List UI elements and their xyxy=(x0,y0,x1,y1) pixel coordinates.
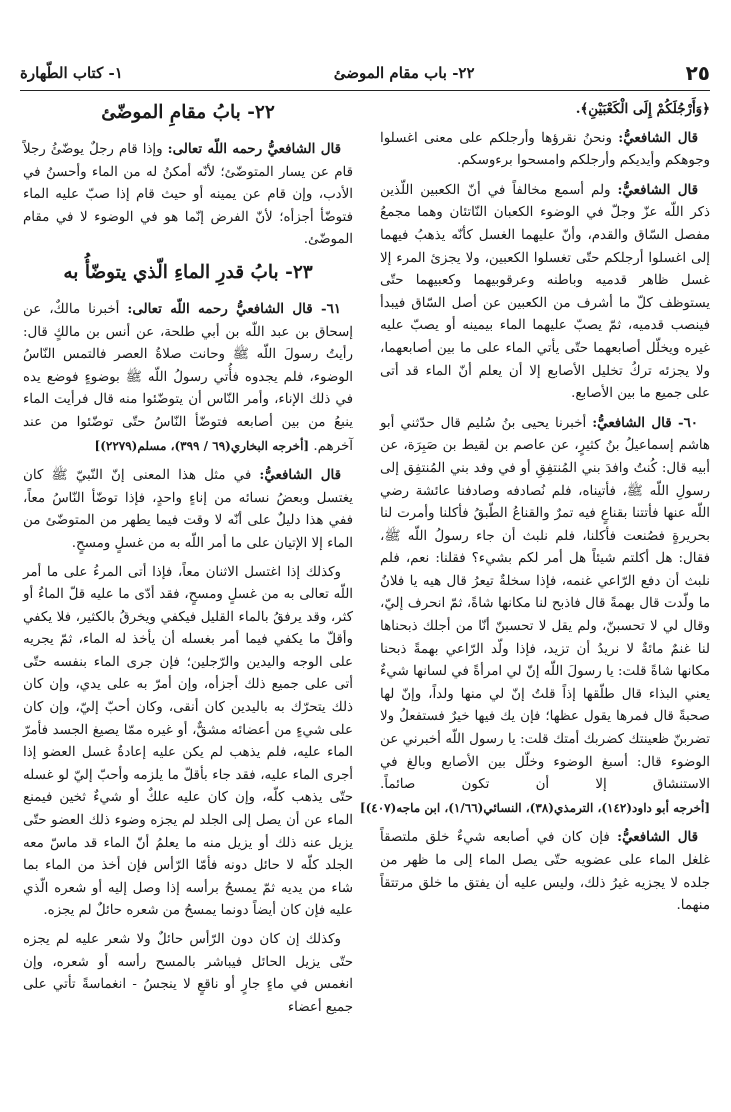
paragraph xyxy=(23,464,353,555)
hadith-reference: [أخرجه أبو داود(١٤٢)، الترمذي(٣٨)، النسائي(١/٦٦)، ابن ماجه(٤٠٧)] xyxy=(359,800,710,815)
speaker-label: قال الشافعيُّ: xyxy=(259,467,341,484)
paragraph xyxy=(23,138,353,252)
hadith-61 xyxy=(23,298,353,458)
paragraph xyxy=(380,127,710,173)
right-column xyxy=(359,98,710,1098)
paragraph xyxy=(380,179,710,406)
hadith-number-label: ٦١- قال الشافعيُّ رحمه اللّه تعالى: xyxy=(127,300,341,317)
hadith-reference: [أخرجه البخاري(٦٩ / ٣٩٩)، مسلم(٢٢٧٩)] xyxy=(94,438,310,453)
left-column xyxy=(23,98,353,1098)
paragraph: وكذلك إن كان دون الرّأس حائلٌ ولا شعر عليه لم يجزه حتّى يزيل الحائل فيباشر بالمسح رأسه أو شعره، وإن انغمس في ماءٍ جارٍ أو ناقعٍ لا ينجسُ - انغماسةً تأتي على جميع أعضاء xyxy=(23,932,353,1015)
book-title: ١- كتاب الطّهارة xyxy=(20,64,123,82)
paragraph-text: ولم أسمع مخالفاً في أنّ الكعبين اللّذين ذكر اللّه عزّ وجلّ في الوضوء الكعبان النّاتئان وهما مجمعُ مفصل السّاق والقدم، وأنّ عليهما الغسل كأنّه يذهبُ فيهما إلى اغسلوا أرجلكم حتّى تغسلوا الكعبين، ولا يجزئ المرء إلا غسل ظاهر قدميه وباطنه وعرقوبيهما وكعبيهما حتّى يستوظف كلّ ما أشرف من الكعبين عن أصل السّاق فيبدأ فينصب قدميه، ثمّ يصبّ عليهما الماء بيمينه أو يصبّ عليه غيره ويخلّل أصابعهما حتّى يأتي الماء على ما بين أصابعهما، ولا يجزئه تركُ تخليل الأصابع إلا أن يعلم أنّ الماء قد أتى على جميع ما بين الأصابع. xyxy=(380,182,710,402)
paragraph-text: ونحنُ نقرؤها وأرجلكم على معنى اغسلوا وجوهكم وأيديكم وأرجلكم وامسحوا برءوسكم. xyxy=(380,130,710,169)
chapter-title: ٢٢- باب مقام الموضئ xyxy=(333,64,475,82)
section-title-22: ٢٢- بابُ مقامِ الموضّئ xyxy=(101,102,275,123)
verse-fragment: ﴿وَأَرْجُلَكُمْ إِلَى الْكَعْبَيْنِ﴾. xyxy=(575,101,710,117)
paragraph: وكذلك إذا اغتسل الاثنان معاً، فإذا أتى المرءُ على ما أمر اللّه تعالى به من غسلٍ ومسحٍ، فقد أدّى ما عليه قلّ الماءُ أو كثر، وقد يرفقُ بالماء القليل فيكفي ويخرقُ بالكثير، فلا يكفي وأقلّ ما يكفي فيما أمر بغسله أن يأخذ له الماء، ثمّ يجريه على الوجه واليدين والرّجلين؛ فإن جرى الماء بنفسه حتّى أتى على جميع ذلك أجزأه، وإن أمرّ به على يدي، وإن كان ذلك يتحرّك به باليدين كان أنقى، وكان أحبّ إليّ، وإن كان على شيءٍ من أعضائه مشقٌّ، أو غيره ممّا يصيغ الجسد فأمرّ الماء عليه، فلم يذهب لم يكن عليه إعادةُ غسل العضو إذا أجرى الماء عليه، فقد جاء بأقلّ ما يلزمه وأحبّ إليّ لو غسله حتّى يذهب كلّه، وإن كان عليه علكٌ أو شيءٌ ثخين فيمنع الماء عن أن يصل إلى الجلد لم يجزه وضوء ذلك العضو حتّى يزيل عنه ذلك أو يزيل منه ما يعلمُ أنّ الماء قد ماسّ معه الجلد كلّه لا حائل دونه فأمّا الرّأس فإن أخذ من الماء بما شاء من يديه ثمّ يمسحُ برأسه إذا وصل إليه أو شعره الّذي عليه فإن كان أيضاً دونما يمسحُ من شعره حائلٌ لم يجزه. xyxy=(23,564,353,919)
section-title-23: ٢٣- بابُ قدرِ الماءِ الّذي يتوضّأُ به xyxy=(63,261,313,283)
speaker-label: قال الشافعيُّ: xyxy=(617,829,698,846)
hadith-60 xyxy=(359,412,710,821)
speaker-label: قال الشافعيُّ: xyxy=(617,181,698,198)
hadith-text: أخبرنا يحيى بنُ سُليم قال حدّثني أبو هاشم إسماعيلُ بنُ كثيرٍ، عن عاصم بن لقيط بن صَبِرَة، عن أبيه قال: كُنتُ وافدَ بني المُنتفِقِ أو في وفد بني المُنتفِق إلى رسولِ اللّه ﷺ، فأتيناه، فلم نُصادفه وصادفنا عائشة رضي اللّه عنها فأتتنا بقناعٍ فيه تمرٌ والقناعُ الطّبقُ فأكلنا وأمرت لنا بحريرةٍ فصُنعت فأكلنا، فلم نلبث أن جاء رسولُ اللّه ﷺ، فقال: هل أكلتم شيئاً هل أمر لكم بشيء؟ فقلنا: نعم، فلم نلبث أن دفع الرّاعي غنمه، فإذا سخلةٌ تيعرُ قال هيه يا فلانُ ما ولّدت قال بهمةً قال فاذبح لنا مكانها شاةً، ثمّ انحرف إليّ، وقال لي لا تحسبنّ، ولم يقل لا تحسبنّ أنّا من أجلك ذبحناها لنا غنمٌ مائةٌ لا نريدُ أن تزيد، فإذا ولّد الرّاعي بهمةً ذبحنا مكانها شاةً قلت: يا رسولَ اللّه إنّ لي امرأةً في لسانها شيءٌ يعني البذاء قال طلّقها إذاً قلتُ إنّ لي منها ولداً، وإنّ لها صحبةً قال فمرها يقول عظها؛ فإن يك فيها خيرٌ فستفعلُ ولا تضربنّ ظعينتك كضربك أمتك قلت: يا رسول اللّه أخبرني عن الوضوء قال: أسبغ الوضوء وخلّل بين الأصابع وبالغ في الاستنشاق إلا أن تكون صائماً. xyxy=(380,415,710,793)
hadith-number-label: ٦٠- قال الشافعيُّ: xyxy=(592,414,698,431)
running-header xyxy=(20,56,710,91)
speaker-label: قال الشافعيُّ: xyxy=(618,129,699,146)
paragraph xyxy=(380,826,710,917)
paragraph-text: فإن كان في أصابعه شيءٌ خلق ملتصقاً غلغل الماء على عضويه حتّى يصل الماء إلى ما ظهر من جلده لا يجزيه غيرُ ذلك، وليس عليه أن يفتق ما خلق مرتتقاً منهما. xyxy=(380,830,710,914)
paragraph-text: في مثل هذا المعنى إنّ النّبيّ ﷺ كان يغتسل وبعضُ نسائه من إناءٍ واحدٍ، فإذا توضّأ النّاسُ معاً، ففي هذا دليلٌ على أنّه لا وقت فيما يطهر من المتوضّئ من الماء إلا الإتيان على ما أمر اللّه به من غسلٍ ومسحٍ. xyxy=(23,468,353,551)
paragraph-text: وإذا قام رجلٌ يوضّئُ رجلاً قام عن يسار المتوضّئ؛ لأنّه أمكنُ له من الماء وأحسنُ في الأدب، وإن قام عن يمينه أو حيث قام إذا صبّ عليه الماء فتوضّأ أجزأه؛ لأنّ الفرض إنّما هو في الوضوء لا في مقام الموضّئ. xyxy=(23,142,353,248)
page-number: ٢٥ xyxy=(685,61,710,85)
speaker-label: قال الشافعيُّ رحمه اللّه تعالى: xyxy=(167,141,341,157)
hadith-text: أخبرنا مالكٌ، عن إسحاق بن عبد اللّه بن أبي طلحة، عن أنس بن مالكٍ قال: رأيتُ رسولَ اللّه ﷺ وحانت صلاةُ العصر فالتمس النّاسُ الوضوء، فلم يجدوه فأُتي رسولُ اللّه ﷺ بوضوءٍ فوضع يده في ذلك الإناء، وأمر النّاس أن يتوضّئوا منه قال فرأيت الماء ينبعُ من بين أصابعه فتوضّأ النّاسُ حتّى توضّئوا من عند آخرهم. xyxy=(23,301,353,454)
